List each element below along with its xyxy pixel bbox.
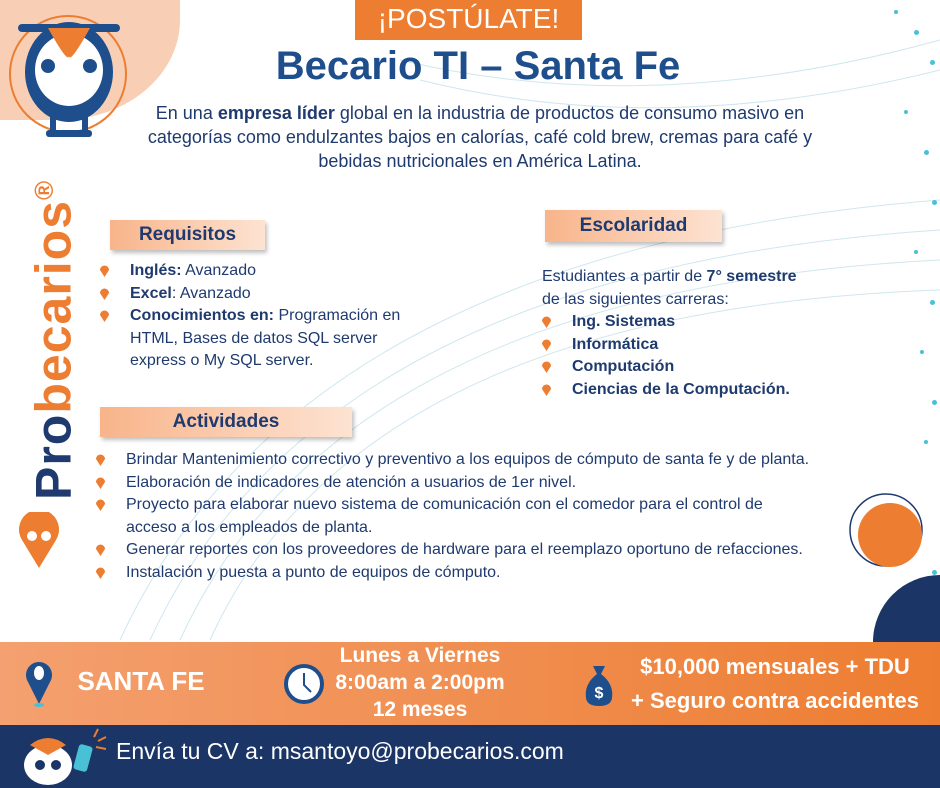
item-label: Excel bbox=[130, 284, 172, 302]
activity: Elaboración de indicadores de atención a usuarios de 1er nivel. bbox=[126, 473, 577, 491]
pay: $10,000 mensuales + TDU bbox=[640, 654, 910, 679]
career: Computación bbox=[572, 358, 675, 375]
intro-pre: Estudiantes a partir de bbox=[542, 268, 707, 285]
intro-post: de las siguientes carreras: bbox=[542, 290, 729, 308]
decorative-dots bbox=[880, 0, 940, 640]
footer-label: Envía tu CV a: bbox=[116, 738, 271, 764]
item-label: Inglés: bbox=[130, 262, 182, 279]
schedule-duration: 12 meses bbox=[372, 698, 468, 721]
owl-logo bbox=[8, 4, 130, 142]
bullet-icon bbox=[100, 310, 109, 322]
location-text: SANTA FE bbox=[77, 666, 205, 696]
semester: 7° semestre bbox=[706, 268, 797, 285]
bullet-icon bbox=[542, 384, 551, 396]
activity: Proyecto para elaborar nuevo sistema de comunicación con el comedor para el control de acceso a los empleados de planta. bbox=[126, 496, 763, 536]
list-item bbox=[96, 472, 816, 495]
escolaridad-list bbox=[542, 266, 842, 401]
compensation bbox=[620, 650, 930, 718]
bullet-icon bbox=[542, 361, 551, 373]
career: Ciencias de la Computación. bbox=[572, 380, 790, 398]
benefit: + Seguro contra accidentes bbox=[631, 688, 919, 713]
brand-wordmark bbox=[14, 180, 84, 500]
activity: Instalación y puesta a punto de equipos de cómputo. bbox=[126, 563, 501, 581]
intro-pre: En una bbox=[155, 103, 218, 123]
clock-icon bbox=[284, 664, 324, 704]
intro-text bbox=[120, 101, 840, 173]
actividades-list bbox=[96, 449, 816, 584]
svg-text:$: $ bbox=[594, 685, 604, 702]
bullet-icon bbox=[100, 265, 109, 277]
actividades-heading: Actividades bbox=[100, 407, 352, 437]
schedule-hours: 8:00am a 2:00pm bbox=[335, 671, 505, 694]
item-value: Programación en HTML, Bases de datos SQL server express o My SQL server. bbox=[130, 307, 401, 369]
bullet-icon bbox=[96, 499, 105, 511]
list-item bbox=[100, 260, 420, 283]
list-item bbox=[100, 305, 420, 373]
page-title: Becario TI – Santa Fe bbox=[275, 44, 681, 88]
owl-pin-icon bbox=[18, 512, 60, 570]
item-value: : Avanzado bbox=[171, 284, 251, 302]
contact-email[interactable]: msantoyo@probecarios.com bbox=[270, 738, 564, 764]
bullet-icon bbox=[100, 288, 109, 300]
list-item bbox=[542, 334, 842, 357]
requisitos-list bbox=[100, 260, 420, 373]
item-label: Conocimientos en: bbox=[130, 307, 275, 324]
list-item bbox=[542, 356, 842, 379]
owl-phone-icon bbox=[14, 727, 112, 787]
brand-becarios: becarios bbox=[25, 199, 82, 414]
activity: Brindar Mantenimiento correctivo y preventivo a los equipos de cómputo de santa fe y de planta. bbox=[126, 451, 810, 468]
career: Ing. Sistemas bbox=[572, 313, 676, 330]
info-band bbox=[0, 642, 940, 725]
apply-banner: ¡POSTÚLATE! bbox=[355, 0, 582, 40]
bullet-icon bbox=[542, 339, 551, 351]
list-item bbox=[96, 562, 816, 585]
escolaridad-intro bbox=[542, 266, 842, 311]
brand-reg: ® bbox=[29, 179, 59, 200]
schedule-days: Lunes a Viernes bbox=[339, 644, 501, 667]
footer bbox=[0, 725, 940, 788]
item-value: Avanzado bbox=[181, 262, 256, 279]
bullet-icon bbox=[542, 316, 551, 328]
money-bag-icon bbox=[584, 662, 614, 708]
list-item bbox=[542, 311, 842, 334]
intro-post: global en la industria de productos de consumo masivo en categorías como endulzantes bajos en calorías, café cold brew, cremas para café y bebidas nutricionales en América Latina. bbox=[147, 103, 813, 171]
bullet-icon bbox=[96, 477, 105, 489]
footer-text bbox=[116, 738, 564, 765]
escolaridad-heading: Escolaridad bbox=[545, 210, 722, 242]
requisitos-heading: Requisitos bbox=[110, 220, 265, 250]
list-item bbox=[542, 379, 842, 402]
location-pin-icon bbox=[24, 658, 54, 708]
schedule bbox=[320, 642, 520, 723]
bullet-icon bbox=[96, 454, 105, 466]
intro-bold: empresa líder bbox=[217, 103, 335, 123]
list-item bbox=[96, 449, 816, 472]
list-item bbox=[96, 494, 816, 539]
bullet-icon bbox=[96, 544, 105, 556]
career: Informática bbox=[572, 335, 659, 353]
list-item bbox=[100, 283, 420, 306]
brand-pro: Pro bbox=[25, 413, 82, 500]
bullet-icon bbox=[96, 567, 105, 579]
list-item bbox=[96, 539, 816, 562]
activity: Generar reportes con los proveedores de hardware para el reemplazo oportuno de refacciones. bbox=[126, 541, 803, 558]
